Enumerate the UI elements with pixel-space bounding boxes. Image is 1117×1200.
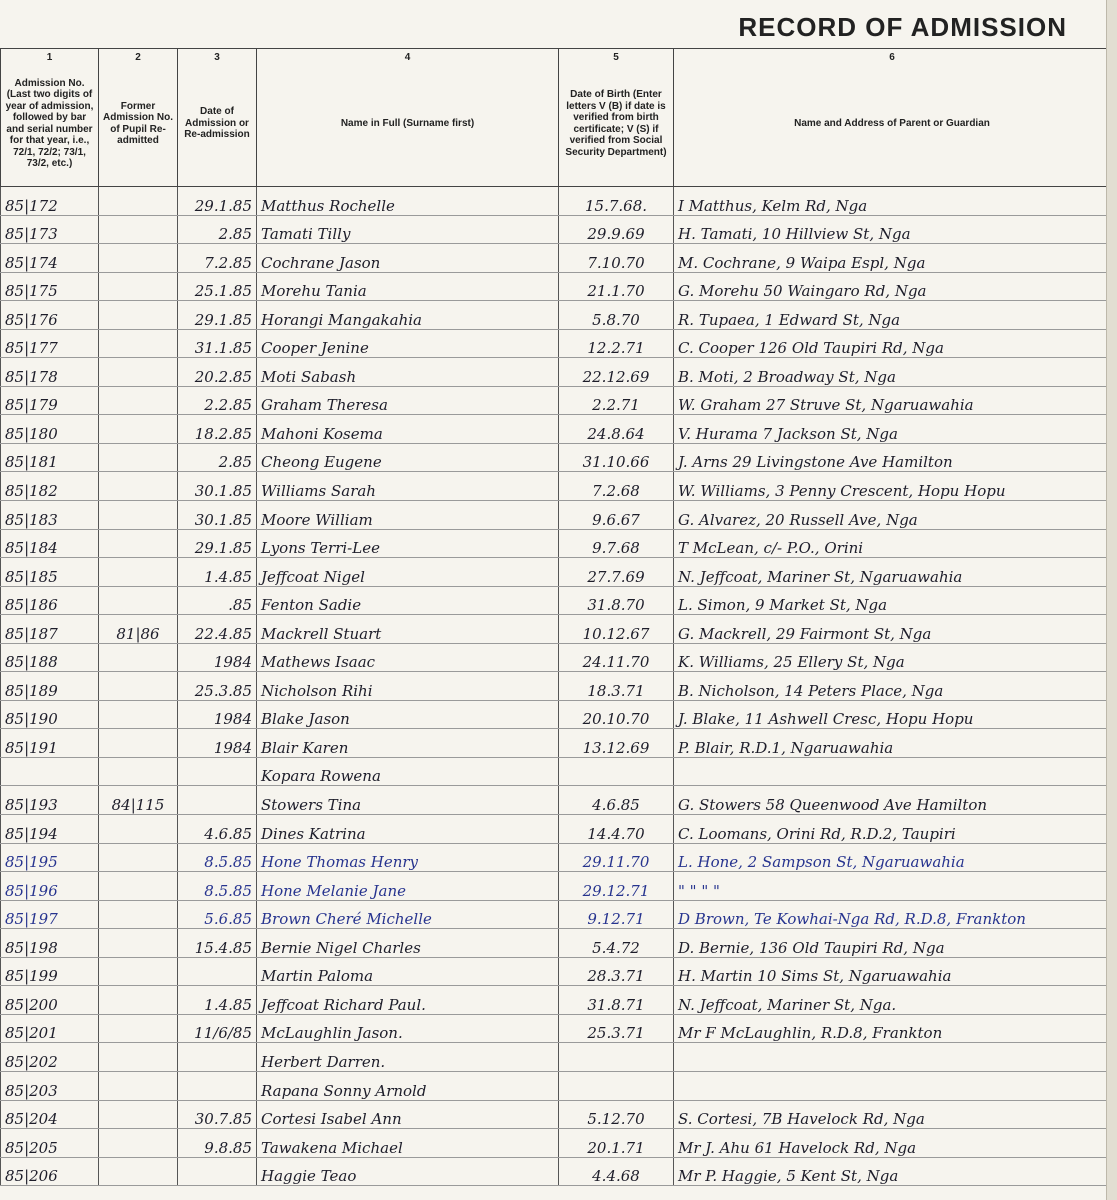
admission-no-cell: 85|198 — [1, 929, 99, 958]
column-header-admission-no — [1, 49, 99, 187]
admission-date-cell: 18.2.85 — [178, 415, 257, 444]
former-admission-no-cell — [99, 386, 178, 415]
parent-guardian-cell: G. Stowers 58 Queenwood Ave Hamilton — [674, 786, 1111, 815]
parent-guardian-cell — [674, 1071, 1111, 1100]
column-number: 6 — [889, 52, 895, 63]
date-of-birth-cell: 24.8.64 — [559, 415, 674, 444]
date-of-birth-cell: 29.11.70 — [559, 843, 674, 872]
pupil-name-cell: Hone Melanie Jane — [257, 872, 559, 901]
admission-no-cell — [1, 757, 99, 786]
pupil-name-cell: Matthus Rochelle — [257, 187, 559, 216]
former-admission-no-cell — [99, 986, 178, 1015]
parent-guardian-cell: S. Cortesi, 7B Havelock Rd, Nga — [674, 1100, 1111, 1129]
table-row — [1, 529, 1111, 558]
admission-no-cell: 85|196 — [1, 872, 99, 901]
date-of-birth-cell: 2.2.71 — [559, 386, 674, 415]
parent-guardian-cell: C. Cooper 126 Old Taupiri Rd, Nga — [674, 329, 1111, 358]
table-row — [1, 329, 1111, 358]
table-row — [1, 443, 1111, 472]
admission-date-cell: 31.1.85 — [178, 329, 257, 358]
table-row — [1, 215, 1111, 244]
date-of-birth-cell — [559, 1043, 674, 1072]
admission-no-cell: 85|193 — [1, 786, 99, 815]
admission-date-cell: 22.4.85 — [178, 615, 257, 644]
parent-guardian-cell: Mr F McLaughlin, R.D.8, Frankton — [674, 1014, 1111, 1043]
admission-date-cell: 1984 — [178, 700, 257, 729]
pupil-name-cell: Brown Cheré Michelle — [257, 900, 559, 929]
former-admission-no-cell — [99, 586, 178, 615]
admission-date-cell: 20.2.85 — [178, 358, 257, 387]
former-admission-no-cell — [99, 443, 178, 472]
admission-date-cell: 29.1.85 — [178, 301, 257, 330]
column-label: Date of Admission or Re-admission — [184, 106, 250, 141]
table-row — [1, 301, 1111, 330]
table-row — [1, 472, 1111, 501]
table-row — [1, 615, 1111, 644]
table-row — [1, 1100, 1111, 1129]
table-row — [1, 1043, 1111, 1072]
date-of-birth-cell: 5.8.70 — [559, 301, 674, 330]
former-admission-no-cell — [99, 1071, 178, 1100]
admission-no-cell: 85|195 — [1, 843, 99, 872]
former-admission-no-cell — [99, 358, 178, 387]
date-of-birth-cell: 31.8.70 — [559, 586, 674, 615]
table-row — [1, 1157, 1111, 1186]
pupil-name-cell: Tamati Tilly — [257, 215, 559, 244]
admission-date-cell: 1.4.85 — [178, 986, 257, 1015]
pupil-name-cell: Herbert Darren. — [257, 1043, 559, 1072]
date-of-birth-cell: 9.7.68 — [559, 529, 674, 558]
parent-guardian-cell: W. Graham 27 Struve St, Ngaruawahia — [674, 386, 1111, 415]
parent-guardian-cell: M. Cochrane, 9 Waipa Espl, Nga — [674, 244, 1111, 273]
pupil-name-cell: Mathews Isaac — [257, 643, 559, 672]
admission-no-cell: 85|203 — [1, 1071, 99, 1100]
parent-guardian-cell: I Matthus, Kelm Rd, Nga — [674, 187, 1111, 216]
table-row — [1, 244, 1111, 273]
admission-date-cell: 11/6/85 — [178, 1014, 257, 1043]
parent-guardian-cell: N. Jeffcoat, Mariner St, Ngaruawahia — [674, 558, 1111, 587]
pupil-name-cell: McLaughlin Jason. — [257, 1014, 559, 1043]
table-row — [1, 501, 1111, 530]
admission-no-cell: 85|206 — [1, 1157, 99, 1186]
date-of-birth-cell — [559, 1071, 674, 1100]
former-admission-no-cell: 81|86 — [99, 615, 178, 644]
parent-guardian-cell: V. Hurama 7 Jackson St, Nga — [674, 415, 1111, 444]
table-row — [1, 700, 1111, 729]
admission-date-cell: 30.7.85 — [178, 1100, 257, 1129]
date-of-birth-cell: 28.3.71 — [559, 957, 674, 986]
table-row — [1, 672, 1111, 701]
date-of-birth-cell: 29.12.71 — [559, 872, 674, 901]
pupil-name-cell: Cooper Jenine — [257, 329, 559, 358]
admission-no-cell: 85|174 — [1, 244, 99, 273]
admission-no-cell: 85|201 — [1, 1014, 99, 1043]
date-of-birth-cell: 7.2.68 — [559, 472, 674, 501]
pupil-name-cell: Hone Thomas Henry — [257, 843, 559, 872]
parent-guardian-cell: H. Tamati, 10 Hillview St, Nga — [674, 215, 1111, 244]
admission-no-cell: 85|187 — [1, 615, 99, 644]
date-of-birth-cell: 31.8.71 — [559, 986, 674, 1015]
pupil-name-cell: Cortesi Isabel Ann — [257, 1100, 559, 1129]
former-admission-no-cell — [99, 872, 178, 901]
header-row — [1, 49, 1111, 187]
date-of-birth-cell: 5.12.70 — [559, 1100, 674, 1129]
admission-no-cell: 85|188 — [1, 643, 99, 672]
date-of-birth-cell: 9.12.71 — [559, 900, 674, 929]
table-row — [1, 729, 1111, 758]
admission-date-cell: 25.3.85 — [178, 672, 257, 701]
table-row — [1, 187, 1111, 216]
admission-date-cell — [178, 1043, 257, 1072]
admission-date-cell: 1.4.85 — [178, 558, 257, 587]
date-of-birth-cell: 25.3.71 — [559, 1014, 674, 1043]
admission-date-cell: 1984 — [178, 729, 257, 758]
admission-date-cell: 1984 — [178, 643, 257, 672]
admission-date-cell: 7.2.85 — [178, 244, 257, 273]
parent-guardian-cell: D Brown, Te Kowhai-Nga Rd, R.D.8, Frankton — [674, 900, 1111, 929]
admission-date-cell: 2.85 — [178, 443, 257, 472]
parent-guardian-cell: N. Jeffcoat, Mariner St, Nga. — [674, 986, 1111, 1015]
admission-date-cell: 8.5.85 — [178, 843, 257, 872]
date-of-birth-cell: 12.2.71 — [559, 329, 674, 358]
date-of-birth-cell: 9.6.67 — [559, 501, 674, 530]
former-admission-no-cell — [99, 301, 178, 330]
table-row — [1, 558, 1111, 587]
date-of-birth-cell: 4.6.85 — [559, 786, 674, 815]
pupil-name-cell: Mackrell Stuart — [257, 615, 559, 644]
parent-guardian-cell — [674, 757, 1111, 786]
former-admission-no-cell — [99, 729, 178, 758]
admission-no-cell: 85|181 — [1, 443, 99, 472]
admission-no-cell: 85|204 — [1, 1100, 99, 1129]
table-row — [1, 986, 1111, 1015]
admission-date-cell: 4.6.85 — [178, 815, 257, 844]
parent-guardian-cell: Mr P. Haggie, 5 Kent St, Nga — [674, 1157, 1111, 1186]
date-of-birth-cell: 31.10.66 — [559, 443, 674, 472]
former-admission-no-cell — [99, 415, 178, 444]
former-admission-no-cell — [99, 815, 178, 844]
date-of-birth-cell: 20.10.70 — [559, 700, 674, 729]
former-admission-no-cell — [99, 700, 178, 729]
pupil-name-cell: Cheong Eugene — [257, 443, 559, 472]
pupil-name-cell: Blair Karen — [257, 729, 559, 758]
admission-date-cell — [178, 1071, 257, 1100]
date-of-birth-cell: 15.7.68. — [559, 187, 674, 216]
pupil-name-cell: Haggie Teao — [257, 1157, 559, 1186]
admission-no-cell: 85|197 — [1, 900, 99, 929]
parent-guardian-cell: T McLean, c/- P.O., Orini — [674, 529, 1111, 558]
admission-register-table — [0, 48, 1111, 1186]
table-row — [1, 929, 1111, 958]
date-of-birth-cell: 7.10.70 — [559, 244, 674, 273]
admission-no-cell: 85|194 — [1, 815, 99, 844]
admission-no-cell: 85|202 — [1, 1043, 99, 1072]
parent-guardian-cell: L. Hone, 2 Sampson St, Ngaruawahia — [674, 843, 1111, 872]
admission-no-cell: 85|177 — [1, 329, 99, 358]
pupil-name-cell: Kopara Rowena — [257, 757, 559, 786]
table-row — [1, 843, 1111, 872]
table-row — [1, 815, 1111, 844]
column-number: 2 — [135, 52, 141, 63]
column-label: Name in Full (Surname first) — [340, 117, 475, 129]
pupil-name-cell: Mahoni Kosema — [257, 415, 559, 444]
pupil-name-cell: Jeffcoat Nigel — [257, 558, 559, 587]
parent-guardian-cell: K. Williams, 25 Ellery St, Nga — [674, 643, 1111, 672]
admission-no-cell: 85|172 — [1, 187, 99, 216]
date-of-birth-cell: 14.4.70 — [559, 815, 674, 844]
page-edge — [1106, 0, 1117, 1200]
former-admission-no-cell — [99, 472, 178, 501]
pupil-name-cell: Nicholson Rihi — [257, 672, 559, 701]
table-row — [1, 643, 1111, 672]
pupil-name-cell: Horangi Mangakahia — [257, 301, 559, 330]
admission-no-cell: 85|184 — [1, 529, 99, 558]
admission-date-cell: 29.1.85 — [178, 529, 257, 558]
pupil-name-cell: Dines Katrina — [257, 815, 559, 844]
former-admission-no-cell — [99, 929, 178, 958]
column-header-date-of-admission — [178, 49, 257, 187]
column-label: Admission No. (Last two digits of year of admission, followed by bar and serial number for that year, i.e., 72/1, 72/2; 73/1, 73/2, etc.) — [5, 77, 94, 169]
admission-date-cell: 30.1.85 — [178, 472, 257, 501]
pupil-name-cell: Bernie Nigel Charles — [257, 929, 559, 958]
former-admission-no-cell — [99, 843, 178, 872]
parent-guardian-cell: L. Simon, 9 Market St, Nga — [674, 586, 1111, 615]
column-number: 4 — [404, 52, 411, 63]
former-admission-no-cell — [99, 672, 178, 701]
admission-no-cell: 85|180 — [1, 415, 99, 444]
admission-date-cell: 5.6.85 — [178, 900, 257, 929]
former-admission-no-cell — [99, 329, 178, 358]
date-of-birth-cell: 24.11.70 — [559, 643, 674, 672]
pupil-name-cell: Morehu Tania — [257, 272, 559, 301]
former-admission-no-cell: 84|115 — [99, 786, 178, 815]
former-admission-no-cell — [99, 215, 178, 244]
date-of-birth-cell: 5.4.72 — [559, 929, 674, 958]
admission-no-cell: 85|191 — [1, 729, 99, 758]
table-row — [1, 1071, 1111, 1100]
parent-guardian-cell: P. Blair, R.D.1, Ngaruawahia — [674, 729, 1111, 758]
table-row — [1, 1129, 1111, 1158]
admission-no-cell: 85|178 — [1, 358, 99, 387]
column-header-parent-guardian — [674, 49, 1111, 187]
date-of-birth-cell: 20.1.71 — [559, 1129, 674, 1158]
former-admission-no-cell — [99, 272, 178, 301]
parent-guardian-cell: R. Tupaea, 1 Edward St, Nga — [674, 301, 1111, 330]
former-admission-no-cell — [99, 957, 178, 986]
page-title: RECORD OF ADMISSION — [738, 12, 1067, 42]
column-number: 1 — [46, 52, 53, 63]
parent-guardian-cell: H. Martin 10 Sims St, Ngaruawahia — [674, 957, 1111, 986]
admission-date-cell: 30.1.85 — [178, 501, 257, 530]
parent-guardian-cell: G. Mackrell, 29 Fairmont St, Nga — [674, 615, 1111, 644]
admission-no-cell: 85|185 — [1, 558, 99, 587]
former-admission-no-cell — [99, 1157, 178, 1186]
date-of-birth-cell: 27.7.69 — [559, 558, 674, 587]
admission-date-cell: 2.85 — [178, 215, 257, 244]
pupil-name-cell: Cochrane Jason — [257, 244, 559, 273]
admission-no-cell: 85|186 — [1, 586, 99, 615]
former-admission-no-cell — [99, 757, 178, 786]
pupil-name-cell: Tawakena Michael — [257, 1129, 559, 1158]
former-admission-no-cell — [99, 1100, 178, 1129]
parent-guardian-cell: J. Arns 29 Livingstone Ave Hamilton — [674, 443, 1111, 472]
former-admission-no-cell — [99, 643, 178, 672]
admission-date-cell — [178, 786, 257, 815]
parent-guardian-cell: " " " " — [674, 872, 1111, 901]
admission-no-cell: 85|189 — [1, 672, 99, 701]
table-row — [1, 272, 1111, 301]
pupil-name-cell: Moore William — [257, 501, 559, 530]
table-row — [1, 358, 1111, 387]
admission-no-cell: 85|199 — [1, 957, 99, 986]
table-row — [1, 586, 1111, 615]
pupil-name-cell: Blake Jason — [257, 700, 559, 729]
column-label: Former Admission No. of Pupil Re-admitted — [102, 100, 173, 146]
column-header-date-of-birth — [559, 49, 674, 187]
admission-no-cell: 85|173 — [1, 215, 99, 244]
date-of-birth-cell: 18.3.71 — [559, 672, 674, 701]
former-admission-no-cell — [99, 1129, 178, 1158]
admission-no-cell: 85|179 — [1, 386, 99, 415]
former-admission-no-cell — [99, 187, 178, 216]
column-number: 3 — [214, 52, 220, 63]
admission-date-cell: 25.1.85 — [178, 272, 257, 301]
parent-guardian-cell: B. Nicholson, 14 Peters Place, Nga — [674, 672, 1111, 701]
register-body — [1, 187, 1111, 1186]
parent-guardian-cell: J. Blake, 11 Ashwell Cresc, Hopu Hopu — [674, 700, 1111, 729]
parent-guardian-cell: C. Loomans, Orini Rd, R.D.2, Taupiri — [674, 815, 1111, 844]
date-of-birth-cell: 10.12.67 — [559, 615, 674, 644]
date-of-birth-cell: 29.9.69 — [559, 215, 674, 244]
column-number: 5 — [613, 52, 619, 63]
parent-guardian-cell: G. Morehu 50 Waingaro Rd, Nga — [674, 272, 1111, 301]
former-admission-no-cell — [99, 244, 178, 273]
former-admission-no-cell — [99, 501, 178, 530]
former-admission-no-cell — [99, 529, 178, 558]
admission-date-cell — [178, 1157, 257, 1186]
admission-no-cell: 85|183 — [1, 501, 99, 530]
table-row — [1, 386, 1111, 415]
admission-date-cell: 8.5.85 — [178, 872, 257, 901]
pupil-name-cell: Williams Sarah — [257, 472, 559, 501]
admission-no-cell: 85|175 — [1, 272, 99, 301]
date-of-birth-cell: 4.4.68 — [559, 1157, 674, 1186]
pupil-name-cell: Lyons Terri-Lee — [257, 529, 559, 558]
former-admission-no-cell — [99, 1014, 178, 1043]
date-of-birth-cell: 13.12.69 — [559, 729, 674, 758]
table-row — [1, 1014, 1111, 1043]
admission-date-cell: .85 — [178, 586, 257, 615]
parent-guardian-cell — [674, 1043, 1111, 1072]
former-admission-no-cell — [99, 900, 178, 929]
table-row — [1, 957, 1111, 986]
admission-no-cell: 85|182 — [1, 472, 99, 501]
admission-date-cell — [178, 757, 257, 786]
admission-no-cell: 85|200 — [1, 986, 99, 1015]
parent-guardian-cell: G. Alvarez, 20 Russell Ave, Nga — [674, 501, 1111, 530]
former-admission-no-cell — [99, 558, 178, 587]
table-row — [1, 757, 1111, 786]
column-label: Name and Address of Parent or Guardian — [794, 117, 990, 129]
admission-date-cell: 15.4.85 — [178, 929, 257, 958]
parent-guardian-cell: W. Williams, 3 Penny Crescent, Hopu Hopu — [674, 472, 1111, 501]
admission-no-cell: 85|205 — [1, 1129, 99, 1158]
table-row — [1, 872, 1111, 901]
date-of-birth-cell: 21.1.70 — [559, 272, 674, 301]
admission-date-cell — [178, 957, 257, 986]
table-row — [1, 786, 1111, 815]
admission-date-cell: 2.2.85 — [178, 386, 257, 415]
pupil-name-cell: Martin Paloma — [257, 957, 559, 986]
admission-no-cell: 85|176 — [1, 301, 99, 330]
date-of-birth-cell: 22.12.69 — [559, 358, 674, 387]
pupil-name-cell: Graham Theresa — [257, 386, 559, 415]
column-header-former-admission-no — [99, 49, 178, 187]
pupil-name-cell: Rapana Sonny Arnold — [257, 1071, 559, 1100]
date-of-birth-cell — [559, 757, 674, 786]
table-row — [1, 415, 1111, 444]
admission-no-cell: 85|190 — [1, 700, 99, 729]
pupil-name-cell: Moti Sabash — [257, 358, 559, 387]
pupil-name-cell: Fenton Sadie — [257, 586, 559, 615]
parent-guardian-cell: D. Bernie, 136 Old Taupiri Rd, Nga — [674, 929, 1111, 958]
table-row — [1, 900, 1111, 929]
column-header-name-in-full — [257, 49, 559, 187]
parent-guardian-cell: Mr J. Ahu 61 Havelock Rd, Nga — [674, 1129, 1111, 1158]
parent-guardian-cell: B. Moti, 2 Broadway St, Nga — [674, 358, 1111, 387]
admission-date-cell: 9.8.85 — [178, 1129, 257, 1158]
pupil-name-cell: Stowers Tina — [257, 786, 559, 815]
admission-date-cell: 29.1.85 — [178, 187, 257, 216]
pupil-name-cell: Jeffcoat Richard Paul. — [257, 986, 559, 1015]
former-admission-no-cell — [99, 1043, 178, 1072]
column-label: Date of Birth (Enter letters V (B) if date is verified from birth certificate; V (S) if verified from Social Security Department) — [565, 89, 667, 158]
